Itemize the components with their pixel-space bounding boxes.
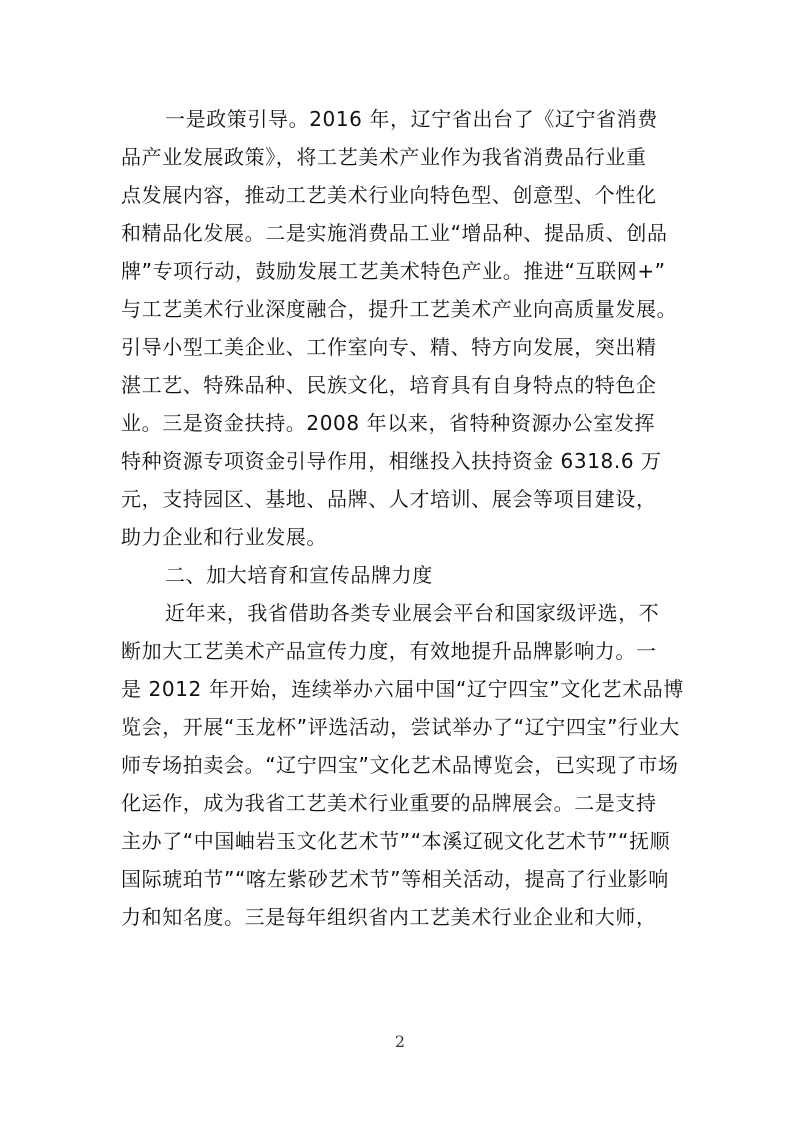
paragraph-line: 主办了“中国岫岩玉文化艺术节”“本溪辽砚文化艺术节”“抚顺 [121,829,671,853]
paragraph-line: 和精品化发展。二是实施消费品工业“增品种、提品质、创品 [121,221,668,245]
paragraph-line: 师专场拍卖会。“辽宁四宝”文化艺术品博览会，已实现了市场 [121,753,679,777]
paragraph-line: 断加大工艺美术产品宣传力度，有效地提升品牌影响力。一 [121,639,657,663]
paragraph-line: 引导小型工美企业、工作室向专、精、特方向发展，突出精 [121,335,657,359]
paragraph-line: 化运作，成为我省工艺美术行业重要的品牌展会。二是支持 [121,791,657,815]
paragraph-line: 力和知名度。三是每年组织省内工艺美术行业企业和大师， [121,905,657,929]
paragraph-line: 特种资源专项资金引导作用，相继投入扶持资金 6318.6 万 [121,449,662,473]
paragraph-line: 助力企业和行业发展。 [121,525,327,549]
paragraph-line: 近年来，我省借助各类专业展会平台和国家级评选，不 [165,601,660,625]
paragraph-line: 湛工艺、特殊品种、民族文化，培育具有自身特点的特色企 [121,373,657,397]
paragraph-line: 牌”专项行动，鼓励发展工艺美术特色产业。推进“互联网+” [121,259,666,283]
paragraph-line: 品产业发展政策》，将工艺美术产业作为我省消费品行业重 [121,145,647,169]
paragraph-line: 点发展内容，推动工艺美术行业向特色型、创意型、个性化 [121,183,657,207]
paragraph-line: 一是政策引导。2016 年，辽宁省出台了《辽宁省消费 [165,107,658,131]
paragraph-line: 与工艺美术行业深度融合，提升工艺美术产业向高质量发展。 [121,297,678,321]
document-body [121,100,684,936]
section-heading: 二、加大培育和宣传品牌力度 [165,563,433,587]
paragraph-line: 元，支持园区、基地、品牌、人才培训、展会等项目建设， [121,487,657,511]
paragraph-line: 业。三是资金扶持。2008 年以来，省特种资源办公室发挥 [121,411,656,435]
page-number: 2 [394,1032,406,1051]
paragraph-line: 国际琥珀节”“喀左紫砂艺术节”等相关活动，提高了行业影响 [121,867,669,891]
paragraph-line: 览会，开展“玉龙杯”评选活动，尝试举办了“辽宁四宝”行业大 [121,715,680,739]
paragraph-line: 是 2012 年开始，连续举办六届中国“辽宁四宝”文化艺术品博 [121,677,684,701]
